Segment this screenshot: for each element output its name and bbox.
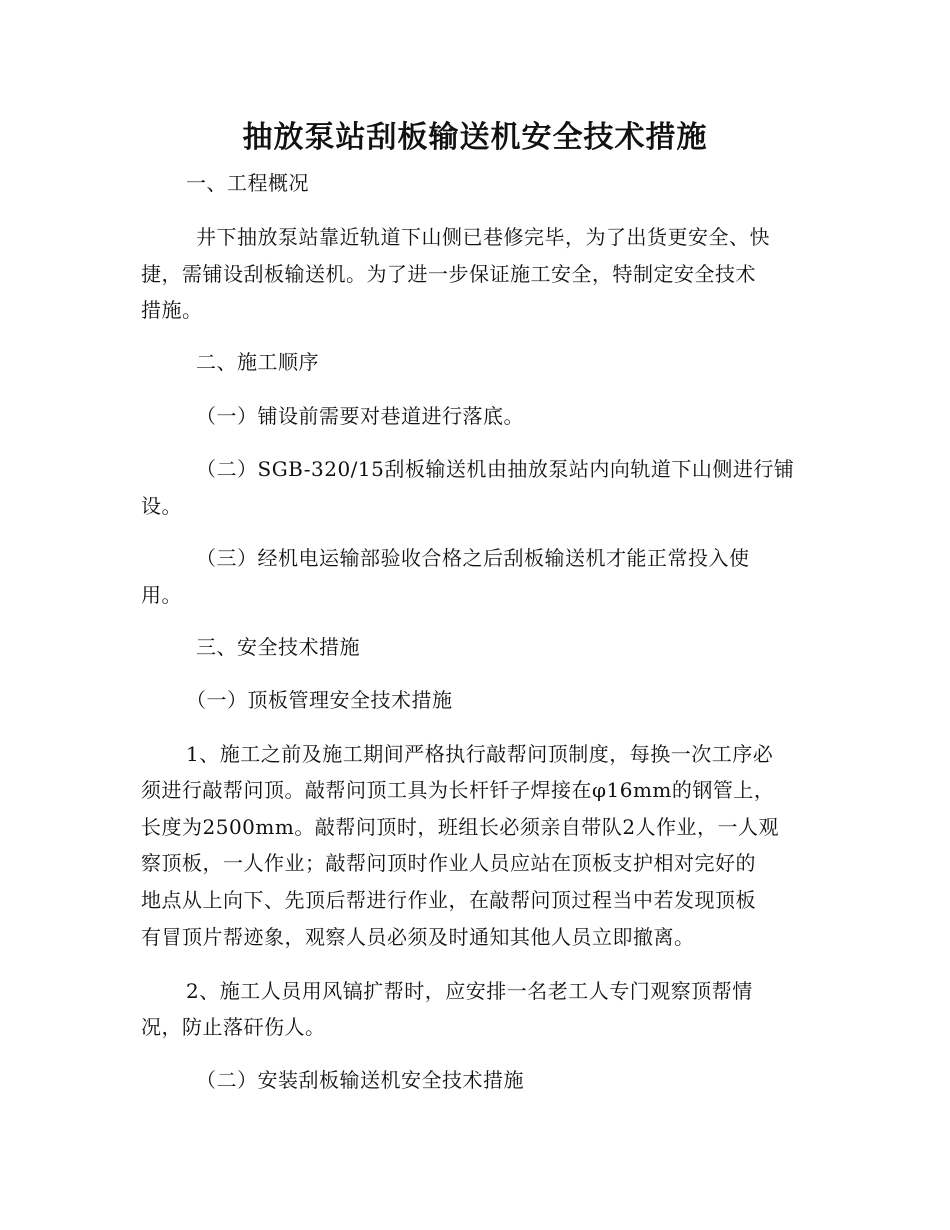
subsection-heading-roof: （一）顶板管理安全技术措施 [186, 688, 453, 712]
sequence-item-3: （三）经机电运输部验收合格之后刮板输送机才能正常投入使 [196, 546, 750, 570]
paragraph-line: 长度为2500mm。敲帮问顶时，班组长必须亲自带队2人作业，一人观 [141, 815, 780, 839]
paragraph-line: 井下抽放泵站靠近轨道下山侧已巷修完毕，为了出货更安全、快 [196, 225, 770, 249]
section-heading-sequence: 二、施工顺序 [196, 350, 319, 374]
paragraph-line: 察顶板，一人作业；敲帮问顶时作业人员应站在顶板支护相对完好的 [141, 851, 756, 875]
paragraph-line: 捷，需铺设刮板输送机。为了进一步保证施工安全，特制定安全技术 [141, 262, 756, 286]
subsection-heading-install: （二）安装刮板输送机安全技术措施 [196, 1068, 524, 1092]
paragraph-line: 措施。 [141, 298, 203, 322]
sequence-item-3-cont: 用。 [141, 583, 182, 607]
paragraph-line: 地点从上向下、先顶后帮进行作业，在敲帮问顶过程当中若发现顶板 [141, 888, 756, 912]
paragraph-line: 须进行敲帮问顶。敲帮问顶工具为长杆钎子焊接在φ16mm的钢管上， [141, 778, 775, 802]
section-heading-safety: 三、安全技术措施 [196, 635, 360, 659]
paragraph-line: 1、施工之前及施工期间严格执行敲帮问顶制度，每换一次工序必 [186, 742, 774, 766]
document-title: 抽放泵站刮板输送机安全技术措施 [242, 120, 708, 155]
sequence-item-2: （二）SGB-320/15刮板输送机由抽放泵站内向轨道下山侧进行铺 [196, 457, 795, 481]
sequence-item-1: （一）铺设前需要对巷道进行落底。 [196, 404, 524, 428]
paragraph-line: 况，防止落矸伤人。 [141, 1015, 326, 1039]
paragraph-line: 2、施工人员用风镐扩帮时，应安排一名老工人专门观察顶帮情 [186, 979, 753, 1003]
sequence-item-2-cont: 设。 [141, 494, 182, 518]
section-heading-overview: 一、工程概况 [186, 171, 309, 195]
paragraph-line: 有冒顶片帮迹象，观察人员必须及时通知其他人员立即撤离。 [141, 925, 695, 949]
